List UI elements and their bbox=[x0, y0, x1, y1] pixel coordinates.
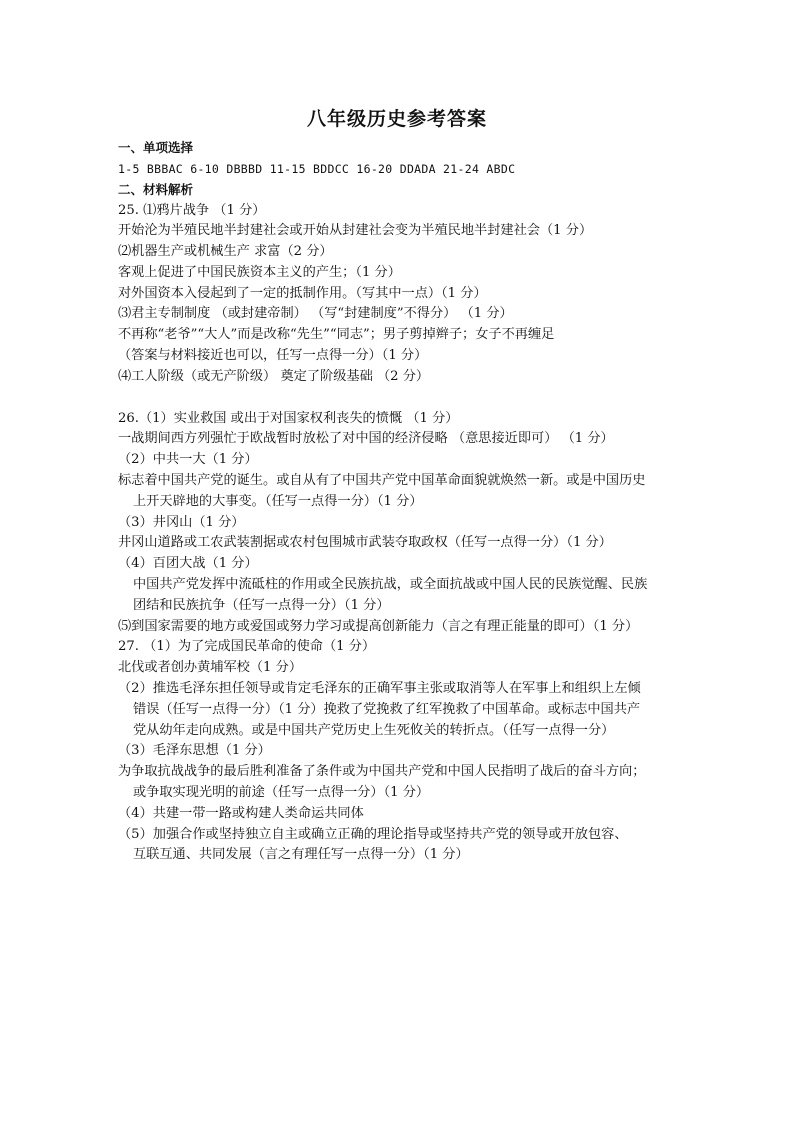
answer-line: 井冈山道路或工农武装割据或农村包围城市武装夺取政权（任写一点得一分）（1 分） bbox=[118, 535, 612, 550]
single-choice-answers: 1-5 BBBAC 6-10 DBBBD 11-15 BDDCC 16-20 DDADA 21-24 ABDC bbox=[118, 162, 516, 176]
answer-line: 上开天辟地的大事变。（任写一点得一分）（1 分） bbox=[133, 494, 423, 509]
answer-line: 不再称“老爷”“大人”而是改称“先生”“同志”；男子剪掉辫子；女子不再缠足 bbox=[118, 327, 555, 342]
answer-line: ⑶君主专制制度 （或封建帝制） （写“封建制度”不得分） （1 分） bbox=[118, 306, 513, 321]
answer-line: 开始沦为半殖民地半封建社会或开始从封建社会变为半殖民地半封建社会（1 分） bbox=[118, 223, 593, 238]
answer-line: 北伐或者创办黄埔军校（1 分） bbox=[118, 660, 303, 675]
answer-line: （4）百团大战（1 分） bbox=[118, 556, 258, 571]
answer-line: 25. ⑴鸦片战争 （1 分） bbox=[118, 203, 266, 218]
answer-line: 27. （1）为了完成国民革命的使命（1 分） bbox=[118, 639, 376, 654]
answer-line: （4）共建一带一路或构建人类命运共同体 bbox=[118, 806, 364, 821]
section-heading-single-choice: 一、单项选择 bbox=[118, 140, 194, 155]
answer-line: （3）井冈山（1 分） bbox=[118, 515, 245, 530]
section-heading-material: 二、材料解析 bbox=[118, 182, 194, 197]
answer-line: （2）推选毛泽东担任领导或肯定毛泽东的正确军事主张或取消等人在军事上和组织上左倾 bbox=[118, 681, 641, 696]
answer-line: ⑵机器生产或机械生产 求富（2 分） bbox=[118, 244, 333, 259]
answer-line: 或争取实现光明的前途（任写一点得一分）（1 分） bbox=[133, 785, 430, 800]
answer-line: （2）中共一大（1 分） bbox=[118, 452, 258, 467]
answer-line: ⑸到国家需要的地方或爱国或努力学习或提高创新能力（言之有理正能量的即可）（1 分） bbox=[118, 619, 639, 634]
page-title: 八年级历史参考答案 bbox=[306, 108, 487, 130]
answer-line: 标志着中国共产党的诞生。或自从有了中国共产党中国革命面貌就焕然一新。或是中国历史 bbox=[118, 473, 646, 488]
answer-line: 一战期间西方列强忙于欧战暂时放松了对中国的经济侵略 （意思接近即可） （1 分） bbox=[118, 431, 614, 446]
answer-line: 客观上促进了中国民族资本主义的产生；（1 分） bbox=[118, 265, 401, 280]
answer-line: 中国共产党发挥中流砥柱的作用或全民族抗战，或全面抗战或中国人民的民族觉醒、民族 bbox=[133, 577, 648, 592]
answer-line: （3）毛泽东思想（1 分） bbox=[118, 743, 271, 758]
answer-line: 团结和民族抗争（任写一点得一分）（1 分） bbox=[133, 598, 390, 613]
answer-line: （答案与材料接近也可以，任写一点得一分）（1 分） bbox=[118, 348, 428, 363]
answer-line: 互联互通、共同发展（言之有理任写一点得一分）（1 分） bbox=[133, 847, 469, 862]
answer-line: 为争取抗战战争的最后胜利准备了条件或为中国共产党和中国人民指明了战后的奋斗方向； bbox=[118, 764, 646, 779]
answer-line: （5）加强合作或坚持独立自主或确立正确的理论指导或坚持共产党的领导或开放包容、 bbox=[118, 827, 628, 842]
answer-line: 对外国资本入侵起到了一定的抵制作用。（写其中一点）（1 分） bbox=[118, 286, 487, 301]
answer-line: ⑷工人阶级（或无产阶级） 奠定了阶级基础 （2 分） bbox=[118, 369, 430, 384]
answer-line: 党从幼年走向成熟。或是中国共产党历史上生死攸关的转折点。（任写一点得一分） bbox=[133, 723, 615, 738]
answer-line: 26.（1）实业救国 或出于对国家权利丧失的愤慨 （1 分） bbox=[118, 411, 459, 426]
answer-line: 错误（任写一点得一分）（1 分）挽救了党挽救了红军挽救了中国革命。或标志中国共产 bbox=[133, 702, 641, 717]
